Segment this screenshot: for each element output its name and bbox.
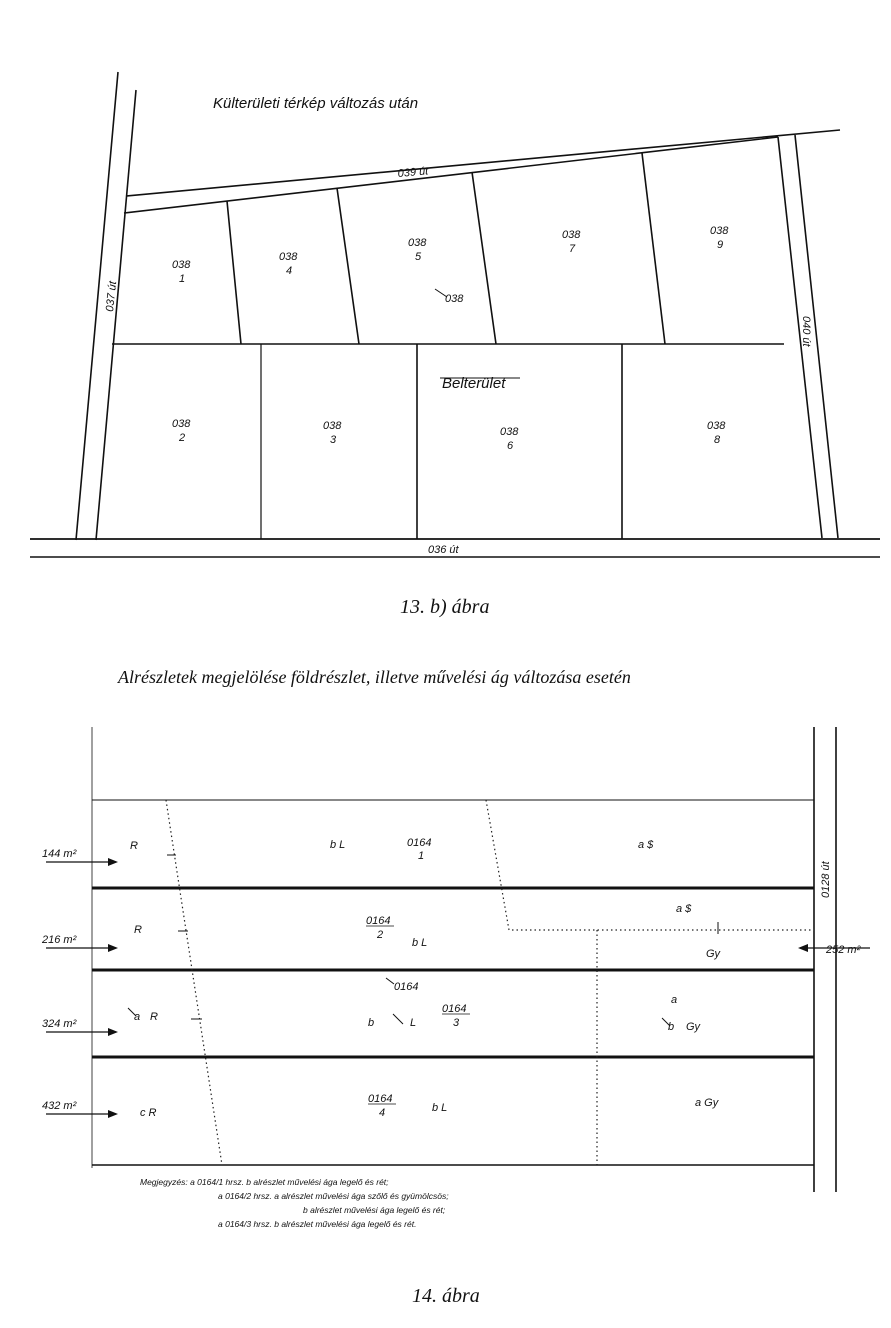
parcel-label-sub: 8 (714, 434, 721, 446)
map-13b (30, 72, 880, 557)
subparcel-letter: a (671, 994, 678, 1006)
parcel-sub: 2 (377, 929, 384, 941)
arrow-head (798, 944, 808, 952)
parcel-label-sub: 9 (717, 239, 724, 251)
arrow-head (108, 1028, 118, 1036)
parcel-divider-1-4 (227, 201, 241, 344)
leader-label: 0164 (394, 981, 419, 993)
note-line: a 0164/3 hrsz. b alrészlet művelési ága legelő és rét. (218, 1219, 417, 1229)
subparcel-label: Gy (686, 1021, 701, 1033)
road-039-label: 039 út (397, 165, 429, 180)
area-label: 252 m² (826, 944, 861, 956)
area-arrows (46, 858, 870, 1118)
parcel-divider-4-5 (337, 188, 359, 344)
road-036-label: 036 út (428, 544, 459, 556)
road-037-label: 037 út (104, 280, 120, 313)
leader-label: 038 (445, 293, 464, 305)
subparcel-letter: a (134, 1011, 141, 1023)
road-037-line-inner (96, 90, 136, 540)
parcel-label-sub: 2 (179, 432, 186, 444)
parcel-label-num: 038 (408, 237, 427, 249)
parcel-label-num: 038 (172, 418, 191, 430)
pointer-line (393, 1014, 403, 1024)
parcel-label-sub: 3 (330, 434, 337, 446)
parcel-number: 0164 (442, 1003, 467, 1015)
subparcel-label: Gy (706, 948, 721, 960)
road-040-label: 040 út (800, 316, 812, 347)
subparcel-letter: b (368, 1017, 375, 1029)
arrow-head (108, 944, 118, 952)
parcel-label-sub: 6 (507, 440, 514, 452)
parcel-sub: 1 (418, 850, 425, 862)
parcel-number: 0164 (407, 837, 432, 849)
subparcel-label: c R (140, 1107, 157, 1119)
parcel-divider-7-9 (642, 153, 665, 344)
road-039-line-outer (126, 130, 840, 196)
parcel-sub: 4 (379, 1107, 386, 1119)
parcel-label-num: 038 (500, 426, 519, 438)
figure-caption-13b: 13. b) ábra (400, 596, 490, 618)
section-heading: Alrészletek megjelölése földrészlet, illetve művelési ág változása esetén (118, 667, 631, 687)
subparcel-label: R (150, 1011, 158, 1023)
subparcel-letter: b (668, 1021, 675, 1033)
note-line: b alrészlet művelési ága legelő és rét; (303, 1205, 446, 1215)
parcel-label-num: 038 (172, 259, 191, 271)
note-line: a 0164/2 hrsz. a alrészlet művelési ága szőlő és gyümölcsös; (218, 1191, 449, 1201)
subparcel-boundary-top-right (486, 800, 814, 930)
subparcel-label: b L (432, 1102, 448, 1114)
subparcel-label: R (134, 924, 142, 936)
area-label: 324 m² (42, 1018, 77, 1030)
subparcel-label: a Gy (695, 1097, 719, 1109)
subparcel-label: L (410, 1017, 417, 1029)
area-label: 216 m² (42, 934, 77, 946)
parcel-label-sub: 1 (179, 273, 186, 285)
map-14 (41, 727, 870, 1229)
leader-line (386, 978, 394, 984)
subparcel-label: R (130, 840, 138, 852)
subparcel-label: b L (412, 937, 428, 949)
subparcel-label: b L (330, 839, 346, 851)
parcel-label-sub: 7 (569, 243, 576, 255)
parcel-sub: 3 (453, 1017, 460, 1029)
parcel-divider-5-7 (472, 172, 496, 344)
road-0128-label: 0128 út (820, 861, 832, 898)
arrow-head (108, 858, 118, 866)
area-label: 432 m² (42, 1100, 77, 1112)
parcel-label-num: 038 (323, 420, 342, 432)
subparcel-label: a $ (676, 903, 692, 915)
parcel-number: 0164 (366, 915, 391, 927)
subparcel-label: a $ (638, 839, 654, 851)
arrow-head (108, 1110, 118, 1118)
inner-area-label: Belterület (442, 375, 506, 392)
parcel-number: 0164 (368, 1093, 393, 1105)
parcel-label-num: 038 (279, 251, 298, 263)
parcel-label-num: 038 (710, 225, 729, 237)
note-line: Megjegyzés: a 0164/1 hrsz. b alrészlet művelési ága legelő és rét; (140, 1177, 389, 1187)
road-039-line-inner (124, 137, 778, 213)
parcel-label-num: 038 (707, 420, 726, 432)
road-040-line-outer (778, 137, 822, 538)
parcel-label-num: 038 (562, 229, 581, 241)
parcel-label-sub: 4 (286, 265, 293, 277)
parcel-label-sub: 5 (415, 251, 422, 263)
area-label: 144 m² (42, 848, 77, 860)
map1-title: Külterületi térkép változás után (213, 95, 419, 112)
figure-caption-14: 14. ábra (412, 1285, 480, 1307)
